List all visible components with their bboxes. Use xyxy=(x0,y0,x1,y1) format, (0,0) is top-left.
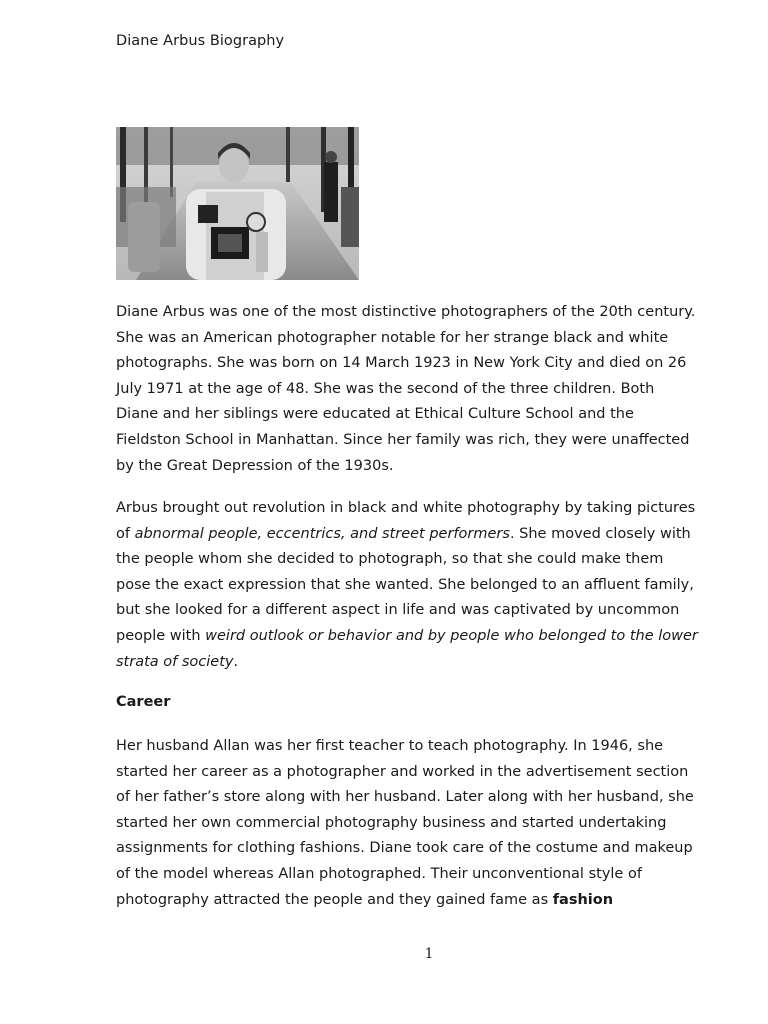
italic-run: weird outlook or behavior and by people who belonged to the lower xyxy=(205,627,698,644)
revolution-paragraph xyxy=(116,496,746,675)
text-line: Diane Arbus was one of the most distinctive photographers of the 20th century. xyxy=(116,304,696,320)
page-header: Diane Arbus Biography xyxy=(116,33,285,49)
text-line: started her own commercial photography business and started undertaking xyxy=(116,814,667,831)
career-heading: Career xyxy=(116,694,171,710)
text-run: people with xyxy=(116,627,206,644)
text-line: July 1971 at the age of 48. She was the second of the three children. Both xyxy=(116,380,655,397)
text-run: . She moved closely with xyxy=(509,525,691,542)
italic-run: strata of society xyxy=(116,653,234,670)
text-line: of her father’s store along with her husband. Later along with her husband, she xyxy=(116,789,694,806)
text-line: Her husband Allan was her first teacher to teach photography. In 1946, she xyxy=(116,738,664,754)
intro-paragraph xyxy=(116,300,746,479)
text-line: started her career as a photographer and worked in the advertisement section xyxy=(116,763,689,780)
italic-run: abnormal people, eccentrics, and street performers xyxy=(134,525,510,542)
text-run: photography attracted the people and they gained fame as xyxy=(116,891,553,908)
bold-run: fashion xyxy=(552,891,614,908)
text-line: Fieldston School in Manhattan. Since her family was rich, they were unaffected xyxy=(116,431,690,448)
text-line xyxy=(116,522,746,548)
text-line: the people whom she decided to photograph, so that she could make them xyxy=(116,551,664,568)
text-run: . xyxy=(233,653,239,670)
text-line: by the Great Depression of the 1930s. xyxy=(116,457,394,474)
text-line xyxy=(116,624,746,650)
text-line xyxy=(116,888,746,914)
text-line: Arbus brought out revolution in black and white photography by taking pictures xyxy=(116,500,696,516)
portrait-photo xyxy=(116,127,359,280)
text-line xyxy=(116,650,746,676)
text-line: but she looked for a different aspect in life and was captivated by uncommon xyxy=(116,602,680,619)
page-number: 1 xyxy=(424,946,434,962)
text-line: Diane and her siblings were educated at Ethical Culture School and the xyxy=(116,406,634,423)
text-line: She was an American photographer notable for her strange black and white xyxy=(116,329,669,346)
text-line: assignments for clothing fashions. Diane took care of the costume and makeup xyxy=(116,840,693,857)
text-line: of the model whereas Allan photographed. Their unconventional style of xyxy=(116,865,642,882)
text-line: photographs. She was born on 14 March 1923 in New York City and died on 26 xyxy=(116,355,687,372)
career-paragraph xyxy=(116,734,746,913)
text-run: of xyxy=(116,525,135,542)
text-line: pose the exact expression that she wanted. She belonged to an affluent family, xyxy=(116,576,694,593)
